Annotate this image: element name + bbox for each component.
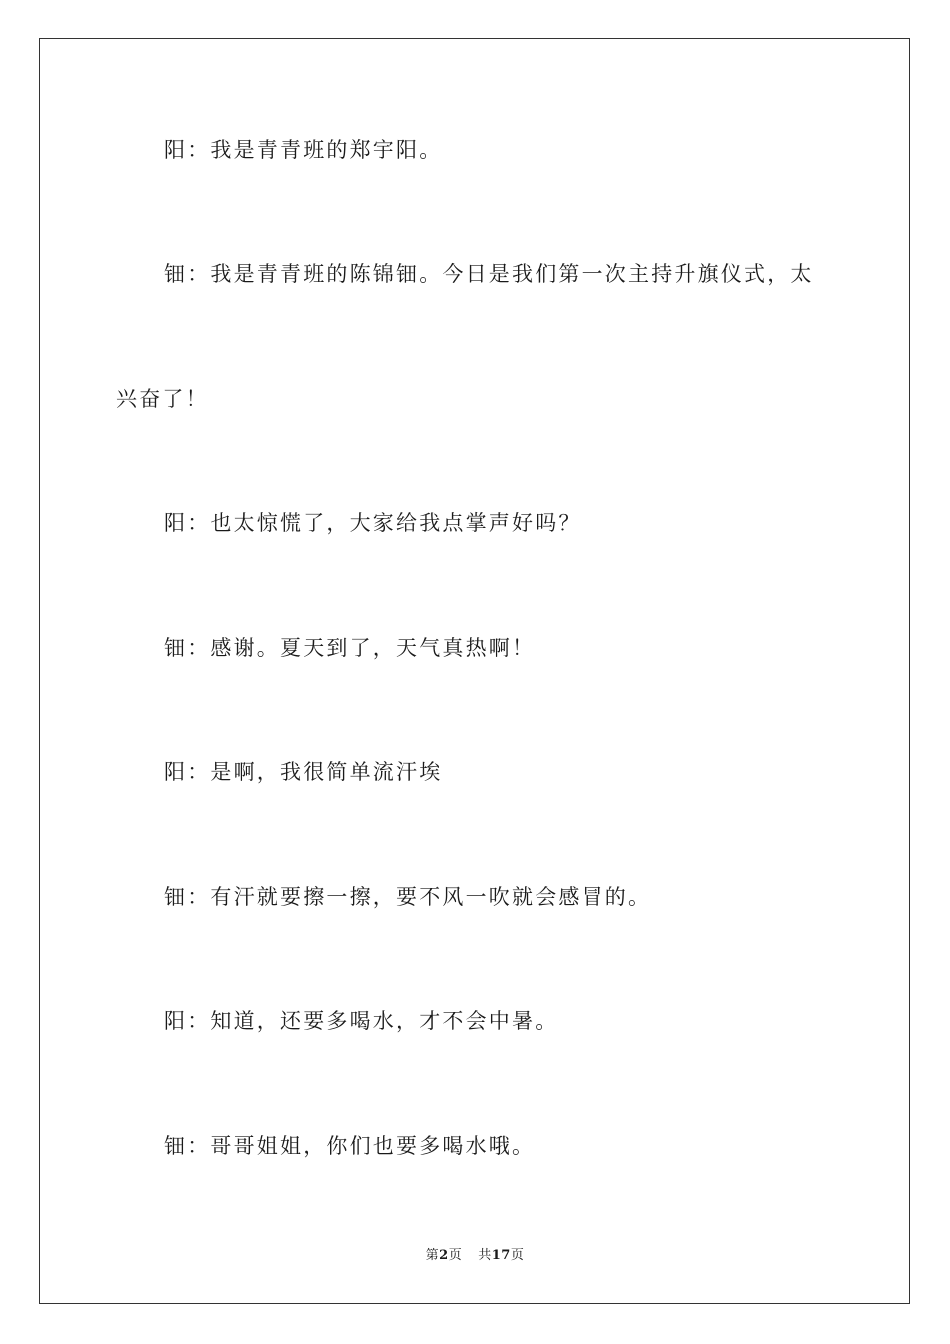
footer-page-suffix: 页 bbox=[448, 1248, 463, 1263]
page-border bbox=[39, 38, 910, 1304]
dialogue-line-4: 钿：感谢。夏天到了，天气真热啊！ bbox=[164, 636, 536, 660]
dialogue-line-8: 钿：哥哥姐姐，你们也要多喝水哦。 bbox=[164, 1134, 536, 1158]
footer-total-prefix: 共 bbox=[478, 1248, 492, 1263]
dialogue-line-7: 阳：知道，还要多喝水，才不会中暑。 bbox=[164, 1009, 559, 1033]
footer-page-prefix: 第 bbox=[425, 1248, 440, 1263]
footer-total-suffix: 页 bbox=[510, 1248, 525, 1263]
dialogue-line-5: 阳：是啊，我很简单流汗埃 bbox=[164, 760, 443, 784]
dialogue-line-6: 钿：有汗就要擦一擦，要不风一吹就会感冒的。 bbox=[164, 885, 652, 909]
page-footer bbox=[0, 1247, 950, 1265]
dialogue-line-3: 阳：也太惊慌了，大家给我点掌声好吗？ bbox=[164, 511, 582, 535]
dialogue-line-2-continued: 兴奋了！ bbox=[116, 387, 209, 411]
dialogue-line-1: 阳：我是青青班的郑宇阳。 bbox=[164, 138, 443, 162]
dialogue-line-2: 钿：我是青青班的陈锦钿。今日是我们第一次主持升旗仪式，太 bbox=[164, 262, 814, 286]
footer-page-number: 2 bbox=[439, 1248, 449, 1263]
footer-total-pages: 17 bbox=[491, 1248, 511, 1263]
